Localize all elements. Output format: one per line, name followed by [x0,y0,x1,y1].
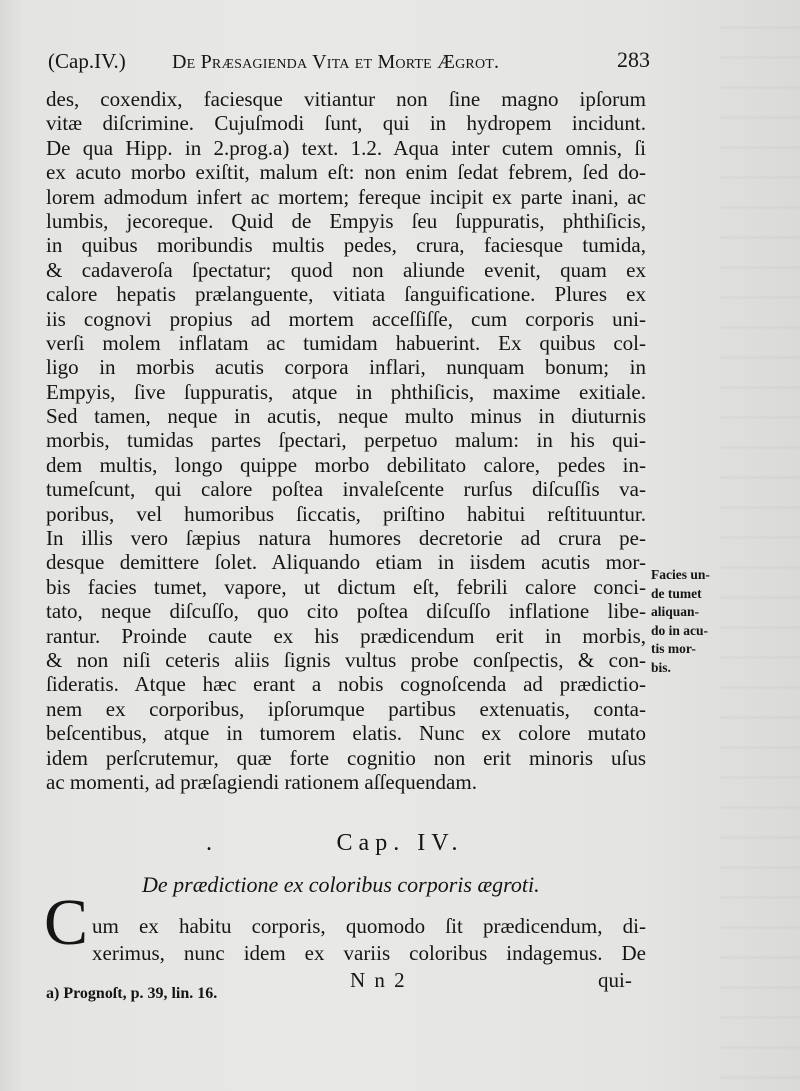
text-line: tumeſcunt, qui calore poſtea invaleſcente rurſus diſcuſſis va- [46,477,646,502]
text-line: xerimus, nunc idem ex variis coloribus indagemus. De [92,941,646,965]
text-line: rantur. Proinde caute ex his prædicendum erit in morbis, [46,623,646,648]
text-line: vitæ diſcrimine. Cujuſmodi ſunt, qui in hydropem incidunt. [46,111,646,136]
text-line: dem multis, longo quippe morbo debilitato calore, pedes in- [46,452,646,477]
drop-cap: C [44,886,89,959]
marginal-note-line: tis mor- [651,641,696,656]
text-line: Empyis, ſive ſuppuratis, atque in phthiſicis, maxime exitiale. [46,379,646,404]
chapter-subtitle: De prædictione ex coloribus corporis ægroti. [142,872,540,897]
marginal-note-line: Facies un- [651,567,710,582]
marginal-note-line: de tumet [651,585,702,601]
marginal-note-line: do in acu- [651,622,709,638]
text-line: ligo in morbis acutis corpora inflari, nunquam bonum; in [46,355,646,380]
marginal-note [651,566,711,677]
running-title: De Præsagienda Vita et Morte Ægrot. [172,51,500,73]
signature-mark: N n 2 [350,968,407,992]
text-line: & cadaveroſa ſpectatur; quod non aliunde evenit, quam ex [46,257,646,282]
heading-dot: . [206,830,218,856]
text-line: & non niſi ceteris aliis ſignis vultus probe conſpectis, & con- [46,647,646,672]
text-line: verſi molem inflatam ac tumidam habuerint. Ex quibus col- [46,330,646,355]
text-line: morbis, tumidas partes ſpectari, perpetuo malum: in his qui- [46,428,646,453]
show-through-shadow [720,0,800,1091]
text-line: ac momenti, ad præſagiendi rationem aſſequendam. [46,769,477,794]
text-line: des, coxendix, faciesque vitiantur non ſine magno ipſorum [46,87,646,111]
text-line: um ex habitu corporis, quomodo ſit prædicendum, di- [92,914,646,938]
text-line: desque demittere ſolet. Aliquando etiam in iisdem acutis mor- [46,550,646,575]
chapter-title: Cap. IV. [336,830,464,856]
text-line: Sed tamen, neque in acutis, neque multo minus in diuturnis [46,404,646,429]
running-header [48,45,650,79]
text-line: calore hepatis prælanguente, vitiata ſanguificatione. Plures ex [46,282,646,307]
text-line: lumbis, jecoreque. Quid de Empyis ſeu ſuppuratis, phthiſicis, [46,208,646,233]
text-line: idem perſcrutemur, quæ forte cognitio non erit minoris uſus [46,745,646,770]
marginal-note-line: aliquan- [651,604,700,619]
text-line: tato, neque diſcuſſo, quo cito poſtea diſcuſſo inflatione libe- [46,599,646,624]
text-line: ex acuto morbo exiſtit, malum eſt: non enim ſedat febrem, ſed do- [46,160,646,185]
marginal-note-line: bis. [651,659,671,675]
text-line: ſideratis. Atque hæc erant a nobis cognoſcenda ad prædictio- [46,672,646,697]
text-line: poribus, vel humoribus ſiccatis, priſtino habitui reſtituuntur. [46,501,646,526]
chapter-heading [0,830,800,857]
text-line: iis cognovi propius ad mortem acceſſiſſe, cum corporis uni- [46,306,646,331]
text-line: bis facies tumet, vapore, ut dictum eſt, febrili calore conci- [46,574,646,599]
text-line: lorem admodum infert ac mortem; fereque incipit ex parte inani, ac [46,184,646,209]
footnote: a) Prognoſt, p. 39, lin. 16. [46,985,218,1002]
page-number: 283 [617,47,650,72]
text-line: nem ex corporibus, ipſorumque partibus extenuatis, conta- [46,696,646,721]
catchword: qui- [598,968,632,992]
second-paragraph [92,913,646,967]
text-line: De qua Hipp. in 2.prog.a) text. 1.2. Aqua inter cutem omnis, ſi [46,135,646,160]
text-line: beſcentibus, atque in tumorem elatis. Nunc ex colore mutato [46,721,646,746]
text-line: In illis vero ſæpius natura humores decretorie ad crura pe- [46,526,646,551]
chapter-ref: (Cap.IV.) [48,49,126,73]
main-paragraph [46,87,646,794]
text-line: in quibus moribundis multis pedes, crura, faciesque tumida, [46,233,646,258]
